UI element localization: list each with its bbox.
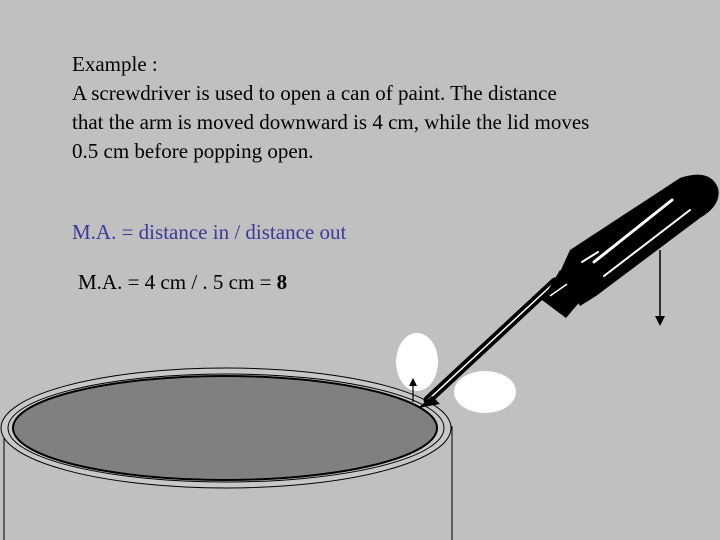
ma-formula: M.A. = distance in / distance out bbox=[72, 220, 347, 244]
paint-can-lid bbox=[13, 376, 437, 480]
calculation-expression: M.A. = 4 cm / . 5 cm = bbox=[78, 270, 277, 294]
pop-highlight-side bbox=[454, 371, 516, 413]
example-text bbox=[72, 50, 682, 166]
screwdriver-icon bbox=[418, 175, 719, 408]
example-title: Example : bbox=[72, 52, 158, 76]
downward-arrow-icon bbox=[655, 250, 665, 326]
example-line-3: 0.5 cm before popping open. bbox=[72, 139, 314, 163]
calculation-result: 8 bbox=[276, 270, 288, 294]
ma-calculation bbox=[78, 268, 287, 297]
pop-highlight-top bbox=[396, 333, 438, 391]
example-line-1: A screwdriver is used to open a can of paint. The distance bbox=[72, 81, 557, 105]
example-line-2: that the arm is moved downward is 4 cm, while the lid moves bbox=[72, 110, 590, 134]
